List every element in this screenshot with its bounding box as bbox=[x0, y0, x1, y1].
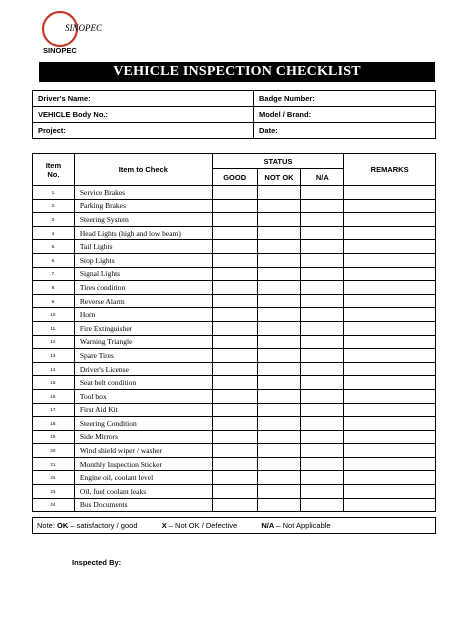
item-label: Spare Tires bbox=[74, 349, 212, 363]
status-good-cell[interactable] bbox=[212, 267, 257, 281]
item-number: 24. bbox=[33, 498, 75, 512]
checklist-row bbox=[33, 430, 436, 444]
checklist-row bbox=[33, 471, 436, 485]
item-number: 9. bbox=[33, 294, 75, 308]
project-field[interactable] bbox=[33, 123, 254, 139]
status-good-cell[interactable] bbox=[212, 471, 257, 485]
status-not-ok-cell[interactable] bbox=[257, 253, 301, 267]
checklist-row bbox=[33, 253, 436, 267]
status-na-cell[interactable] bbox=[301, 226, 344, 240]
item-label: Parking Brakes bbox=[74, 199, 212, 213]
item-label: Wind shield wiper / washer bbox=[74, 444, 212, 458]
status-not-ok-cell[interactable] bbox=[257, 226, 301, 240]
note-na-code: N/A bbox=[261, 521, 275, 530]
status-not-ok-cell[interactable] bbox=[257, 471, 301, 485]
status-good-cell[interactable] bbox=[212, 321, 257, 335]
date-field[interactable] bbox=[254, 123, 436, 139]
item-number: 4. bbox=[33, 226, 75, 240]
status-na-cell[interactable] bbox=[301, 199, 344, 213]
status-not-ok-cell[interactable] bbox=[257, 281, 301, 295]
col-item-no: Item No. bbox=[33, 154, 75, 186]
status-na-cell[interactable] bbox=[301, 376, 344, 390]
remarks-cell[interactable] bbox=[344, 349, 436, 363]
status-not-ok-cell[interactable] bbox=[257, 240, 301, 254]
checklist-row bbox=[33, 389, 436, 403]
checklist-row bbox=[33, 199, 436, 213]
remarks-cell[interactable] bbox=[344, 213, 436, 227]
note-ok-text: – satisfactory / good bbox=[70, 521, 138, 530]
checklist-row bbox=[33, 376, 436, 390]
drivers-name-label: Driver's Name: bbox=[38, 94, 91, 103]
status-not-ok-cell[interactable] bbox=[257, 376, 301, 390]
status-not-ok-cell[interactable] bbox=[257, 308, 301, 322]
status-good-cell[interactable] bbox=[212, 199, 257, 213]
inspected-by-label: Inspected By: bbox=[72, 558, 122, 567]
remarks-cell[interactable] bbox=[344, 335, 436, 349]
date-label: Date: bbox=[259, 126, 278, 135]
col-remarks: REMARKS bbox=[344, 154, 436, 186]
item-number: 22. bbox=[33, 471, 75, 485]
vehicle-body-label: VEHICLE Body No.: bbox=[38, 110, 109, 119]
item-label: Monthly Inspection Sticker bbox=[74, 457, 212, 471]
item-number: 2. bbox=[33, 199, 75, 213]
status-na-cell[interactable] bbox=[301, 430, 344, 444]
status-good-cell[interactable] bbox=[212, 186, 257, 200]
remarks-cell[interactable] bbox=[344, 321, 436, 335]
item-label: First Aid Kit bbox=[74, 403, 212, 417]
remarks-cell[interactable] bbox=[344, 376, 436, 390]
status-na-cell[interactable] bbox=[301, 321, 344, 335]
remarks-cell[interactable] bbox=[344, 362, 436, 376]
note-na-text: – Not Applicable bbox=[276, 521, 331, 530]
legend-note bbox=[32, 517, 436, 534]
checklist-row bbox=[33, 485, 436, 499]
remarks-cell[interactable] bbox=[344, 471, 436, 485]
col-good: GOOD bbox=[212, 169, 257, 186]
status-not-ok-cell[interactable] bbox=[257, 389, 301, 403]
status-na-cell[interactable] bbox=[301, 253, 344, 267]
note-x-text: – Not OK / Defective bbox=[168, 521, 238, 530]
checklist-row bbox=[33, 349, 436, 363]
inspection-checklist-table bbox=[32, 153, 436, 512]
remarks-cell[interactable] bbox=[344, 186, 436, 200]
item-label: Head Lights (high and low beam) bbox=[74, 226, 212, 240]
note-x-code: X bbox=[161, 521, 167, 530]
status-not-ok-cell[interactable] bbox=[257, 321, 301, 335]
status-good-cell[interactable] bbox=[212, 498, 257, 512]
logo-script-text: SINOPEC bbox=[65, 23, 102, 33]
col-na: N/A bbox=[301, 169, 344, 186]
status-not-ok-cell[interactable] bbox=[257, 213, 301, 227]
status-good-cell[interactable] bbox=[212, 403, 257, 417]
item-number: 3. bbox=[33, 213, 75, 227]
remarks-cell[interactable] bbox=[344, 199, 436, 213]
remarks-cell[interactable] bbox=[344, 444, 436, 458]
item-label: Side Mirrors bbox=[74, 430, 212, 444]
status-good-cell[interactable] bbox=[212, 213, 257, 227]
status-good-cell[interactable] bbox=[212, 430, 257, 444]
status-na-cell[interactable] bbox=[301, 471, 344, 485]
vehicle-info-table bbox=[32, 90, 436, 139]
badge-number-label: Badge Number: bbox=[259, 94, 315, 103]
checklist-row bbox=[33, 498, 436, 512]
item-number: 13. bbox=[33, 349, 75, 363]
status-not-ok-cell[interactable] bbox=[257, 485, 301, 499]
item-number: 14. bbox=[33, 362, 75, 376]
col-item-to-check: Item to Check bbox=[74, 154, 212, 186]
remarks-cell[interactable] bbox=[344, 430, 436, 444]
item-number: 15. bbox=[33, 376, 75, 390]
status-na-cell[interactable] bbox=[301, 403, 344, 417]
status-na-cell[interactable] bbox=[301, 294, 344, 308]
item-label: Tires condition bbox=[74, 281, 212, 295]
status-good-cell[interactable] bbox=[212, 389, 257, 403]
item-label: Seat belt condition bbox=[74, 376, 212, 390]
remarks-cell[interactable] bbox=[344, 281, 436, 295]
status-na-cell[interactable] bbox=[301, 281, 344, 295]
item-label: Fire Extinguisher bbox=[74, 321, 212, 335]
status-na-cell[interactable] bbox=[301, 457, 344, 471]
item-label: Signal Lights bbox=[74, 267, 212, 281]
checklist-row bbox=[33, 457, 436, 471]
status-good-cell[interactable] bbox=[212, 362, 257, 376]
item-label: Service Brakes bbox=[74, 186, 212, 200]
vehicle-body-field[interactable] bbox=[33, 107, 254, 123]
checklist-row bbox=[33, 335, 436, 349]
project-label: Project: bbox=[38, 126, 66, 135]
status-not-ok-cell[interactable] bbox=[257, 362, 301, 376]
checklist-row bbox=[33, 444, 436, 458]
status-na-cell[interactable] bbox=[301, 335, 344, 349]
item-number: 20. bbox=[33, 444, 75, 458]
status-na-cell[interactable] bbox=[301, 213, 344, 227]
checklist-row bbox=[33, 186, 436, 200]
model-brand-field[interactable] bbox=[254, 107, 436, 123]
remarks-cell[interactable] bbox=[344, 498, 436, 512]
status-good-cell[interactable] bbox=[212, 376, 257, 390]
remarks-cell[interactable] bbox=[344, 294, 436, 308]
item-number: 10. bbox=[33, 308, 75, 322]
item-label: Steering Condition bbox=[74, 417, 212, 431]
remarks-cell[interactable] bbox=[344, 457, 436, 471]
remarks-cell[interactable] bbox=[344, 389, 436, 403]
status-na-cell[interactable] bbox=[301, 308, 344, 322]
remarks-cell[interactable] bbox=[344, 267, 436, 281]
drivers-name-field[interactable] bbox=[33, 91, 254, 107]
status-good-cell[interactable] bbox=[212, 417, 257, 431]
status-na-cell[interactable] bbox=[301, 186, 344, 200]
item-label: Oil, fuel coolant leaks bbox=[74, 485, 212, 499]
status-good-cell[interactable] bbox=[212, 444, 257, 458]
col-not-ok: NOT OK bbox=[257, 169, 301, 186]
status-not-ok-cell[interactable] bbox=[257, 335, 301, 349]
checklist-row bbox=[33, 213, 436, 227]
checklist-row bbox=[33, 267, 436, 281]
item-label: Engine oil, coolant level bbox=[74, 471, 212, 485]
status-na-cell[interactable] bbox=[301, 349, 344, 363]
status-good-cell[interactable] bbox=[212, 335, 257, 349]
col-status: STATUS bbox=[212, 154, 344, 169]
logo-text: SINOPEC bbox=[43, 46, 77, 55]
item-number: 6. bbox=[33, 253, 75, 267]
note-ok-code: OK bbox=[57, 521, 69, 530]
item-number: 11. bbox=[33, 321, 75, 335]
status-not-ok-cell[interactable] bbox=[257, 444, 301, 458]
item-number: 17. bbox=[33, 403, 75, 417]
checklist-row bbox=[33, 281, 436, 295]
status-na-cell[interactable] bbox=[301, 417, 344, 431]
item-label: Driver's License bbox=[74, 362, 212, 376]
status-good-cell[interactable] bbox=[212, 308, 257, 322]
item-number: 5. bbox=[33, 240, 75, 254]
status-na-cell[interactable] bbox=[301, 485, 344, 499]
status-na-cell[interactable] bbox=[301, 267, 344, 281]
status-na-cell[interactable] bbox=[301, 389, 344, 403]
item-number: 18. bbox=[33, 417, 75, 431]
checklist-row bbox=[33, 308, 436, 322]
status-good-cell[interactable] bbox=[212, 294, 257, 308]
status-not-ok-cell[interactable] bbox=[257, 403, 301, 417]
status-not-ok-cell[interactable] bbox=[257, 294, 301, 308]
status-good-cell[interactable] bbox=[212, 253, 257, 267]
status-good-cell[interactable] bbox=[212, 457, 257, 471]
model-brand-label: Model / Brand: bbox=[259, 110, 312, 119]
item-number: 23. bbox=[33, 485, 75, 499]
item-label: Bus Documents bbox=[74, 498, 212, 512]
checklist-row bbox=[33, 294, 436, 308]
page-title: VEHICLE INSPECTION CHECKLIST bbox=[39, 62, 435, 82]
status-good-cell[interactable] bbox=[212, 485, 257, 499]
status-good-cell[interactable] bbox=[212, 349, 257, 363]
status-not-ok-cell[interactable] bbox=[257, 457, 301, 471]
checklist-row bbox=[33, 226, 436, 240]
remarks-cell[interactable] bbox=[344, 226, 436, 240]
status-good-cell[interactable] bbox=[212, 281, 257, 295]
status-not-ok-cell[interactable] bbox=[257, 199, 301, 213]
item-number: 7. bbox=[33, 267, 75, 281]
item-label: Warning Triangle bbox=[74, 335, 212, 349]
remarks-cell[interactable] bbox=[344, 485, 436, 499]
item-number: 16. bbox=[33, 389, 75, 403]
status-not-ok-cell[interactable] bbox=[257, 417, 301, 431]
remarks-cell[interactable] bbox=[344, 403, 436, 417]
status-not-ok-cell[interactable] bbox=[257, 267, 301, 281]
item-label: Horn bbox=[74, 308, 212, 322]
note-prefix: Note: bbox=[37, 521, 55, 530]
status-good-cell[interactable] bbox=[212, 240, 257, 254]
status-not-ok-cell[interactable] bbox=[257, 349, 301, 363]
item-number: 8. bbox=[33, 281, 75, 295]
checklist-row bbox=[33, 240, 436, 254]
item-number: 12. bbox=[33, 335, 75, 349]
checklist-row bbox=[33, 321, 436, 335]
item-number: 19. bbox=[33, 430, 75, 444]
remarks-cell[interactable] bbox=[344, 308, 436, 322]
item-number: 1. bbox=[33, 186, 75, 200]
remarks-cell[interactable] bbox=[344, 240, 436, 254]
status-na-cell[interactable] bbox=[301, 240, 344, 254]
status-not-ok-cell[interactable] bbox=[257, 186, 301, 200]
item-label: Steering System bbox=[74, 213, 212, 227]
item-label: Reverse Alarm bbox=[74, 294, 212, 308]
remarks-cell[interactable] bbox=[344, 417, 436, 431]
sinopec-logo bbox=[36, 10, 102, 56]
status-not-ok-cell[interactable] bbox=[257, 498, 301, 512]
item-number: 21. bbox=[33, 457, 75, 471]
remarks-cell[interactable] bbox=[344, 253, 436, 267]
status-na-cell[interactable] bbox=[301, 444, 344, 458]
checklist-row bbox=[33, 362, 436, 376]
status-na-cell[interactable] bbox=[301, 362, 344, 376]
status-not-ok-cell[interactable] bbox=[257, 430, 301, 444]
item-label: Tail Lights bbox=[74, 240, 212, 254]
checklist-row bbox=[33, 403, 436, 417]
checklist-row bbox=[33, 417, 436, 431]
item-label: Stop Lights bbox=[74, 253, 212, 267]
badge-number-field[interactable] bbox=[254, 91, 436, 107]
item-label: Tool box bbox=[74, 389, 212, 403]
status-na-cell[interactable] bbox=[301, 498, 344, 512]
status-good-cell[interactable] bbox=[212, 226, 257, 240]
